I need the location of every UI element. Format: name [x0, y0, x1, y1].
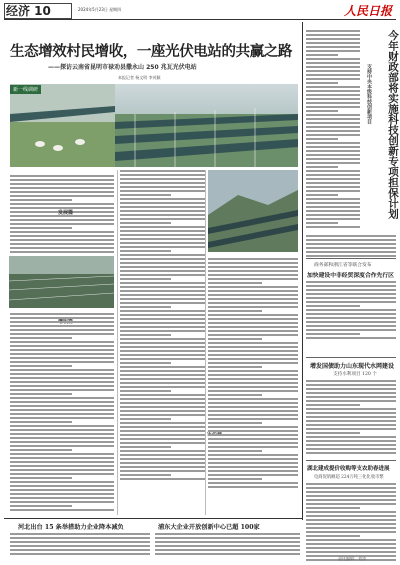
right-top-subtitle: 支持中央本级科技创新项目	[366, 64, 372, 124]
right-item-2-text	[306, 380, 396, 456]
right-column-rule	[302, 22, 303, 520]
right-item-1-text	[306, 281, 396, 341]
right-item-3-sub: 电商促销额超 224万吨三化化收市繁	[314, 475, 384, 480]
item-divider	[306, 357, 396, 358]
left-column-text	[10, 313, 114, 513]
right-item-1-headline: 加快建设中非经贸深度合作先行区	[307, 273, 394, 279]
right-top-text	[306, 30, 360, 230]
right-item-2-sub: 支持水利项目 120 个	[333, 372, 377, 377]
pasture-photo	[10, 84, 115, 167]
solar-farm-photo	[115, 84, 298, 167]
lead-byline: 本报记者 杨文明 李茂颖	[118, 75, 161, 80]
item-divider	[306, 460, 396, 461]
right-item-3-text	[306, 483, 396, 563]
footer-editor: 责任编辑：刘涛	[338, 556, 366, 561]
header-rule	[4, 19, 396, 20]
right-item-2-headline: 增发国债助力山东现代水网建设	[310, 363, 395, 370]
bottom-left-text	[10, 533, 150, 557]
ridge-photo	[208, 170, 298, 252]
subhead-development: 发展篇	[58, 210, 74, 216]
right-item-1-kicker: 商务部和浙江省等联合发布	[314, 263, 372, 268]
middle-column-text	[120, 170, 205, 482]
bottom-rule	[4, 518, 302, 519]
section-badge: 新一线调研	[10, 85, 41, 94]
farm-photo-small	[9, 256, 114, 308]
right-top-text-2	[306, 235, 396, 259]
section-name: 经济 10	[6, 4, 51, 18]
lead-title: 生态增效村民增收，一座光伏电站的共赢之路	[10, 44, 292, 60]
bottom-left-headline: 河北出台 15 条举措助力企业降本减负	[18, 524, 124, 531]
page-meta: 2024年5月23日 星期四	[78, 7, 122, 12]
bottom-mid-text	[155, 533, 300, 557]
column-rule	[117, 170, 118, 515]
bottom-mid-headline: 浦东大企业开放创新中心已超 100家	[158, 524, 260, 531]
item-divider	[306, 258, 396, 259]
right-top-title: 今年财政部将实施科技创新专项担保计划	[387, 30, 399, 219]
masthead-logo: 人民日报	[343, 4, 392, 18]
column-rule	[205, 170, 206, 515]
lead-subtitle: ——探访云南省昆明市禄劝县撒永山 250 兆瓦光伏电站	[48, 64, 197, 71]
right-middle-text	[208, 258, 298, 490]
right-item-3-headline: 湖北建成提价收购等支农助春进展	[307, 466, 390, 472]
